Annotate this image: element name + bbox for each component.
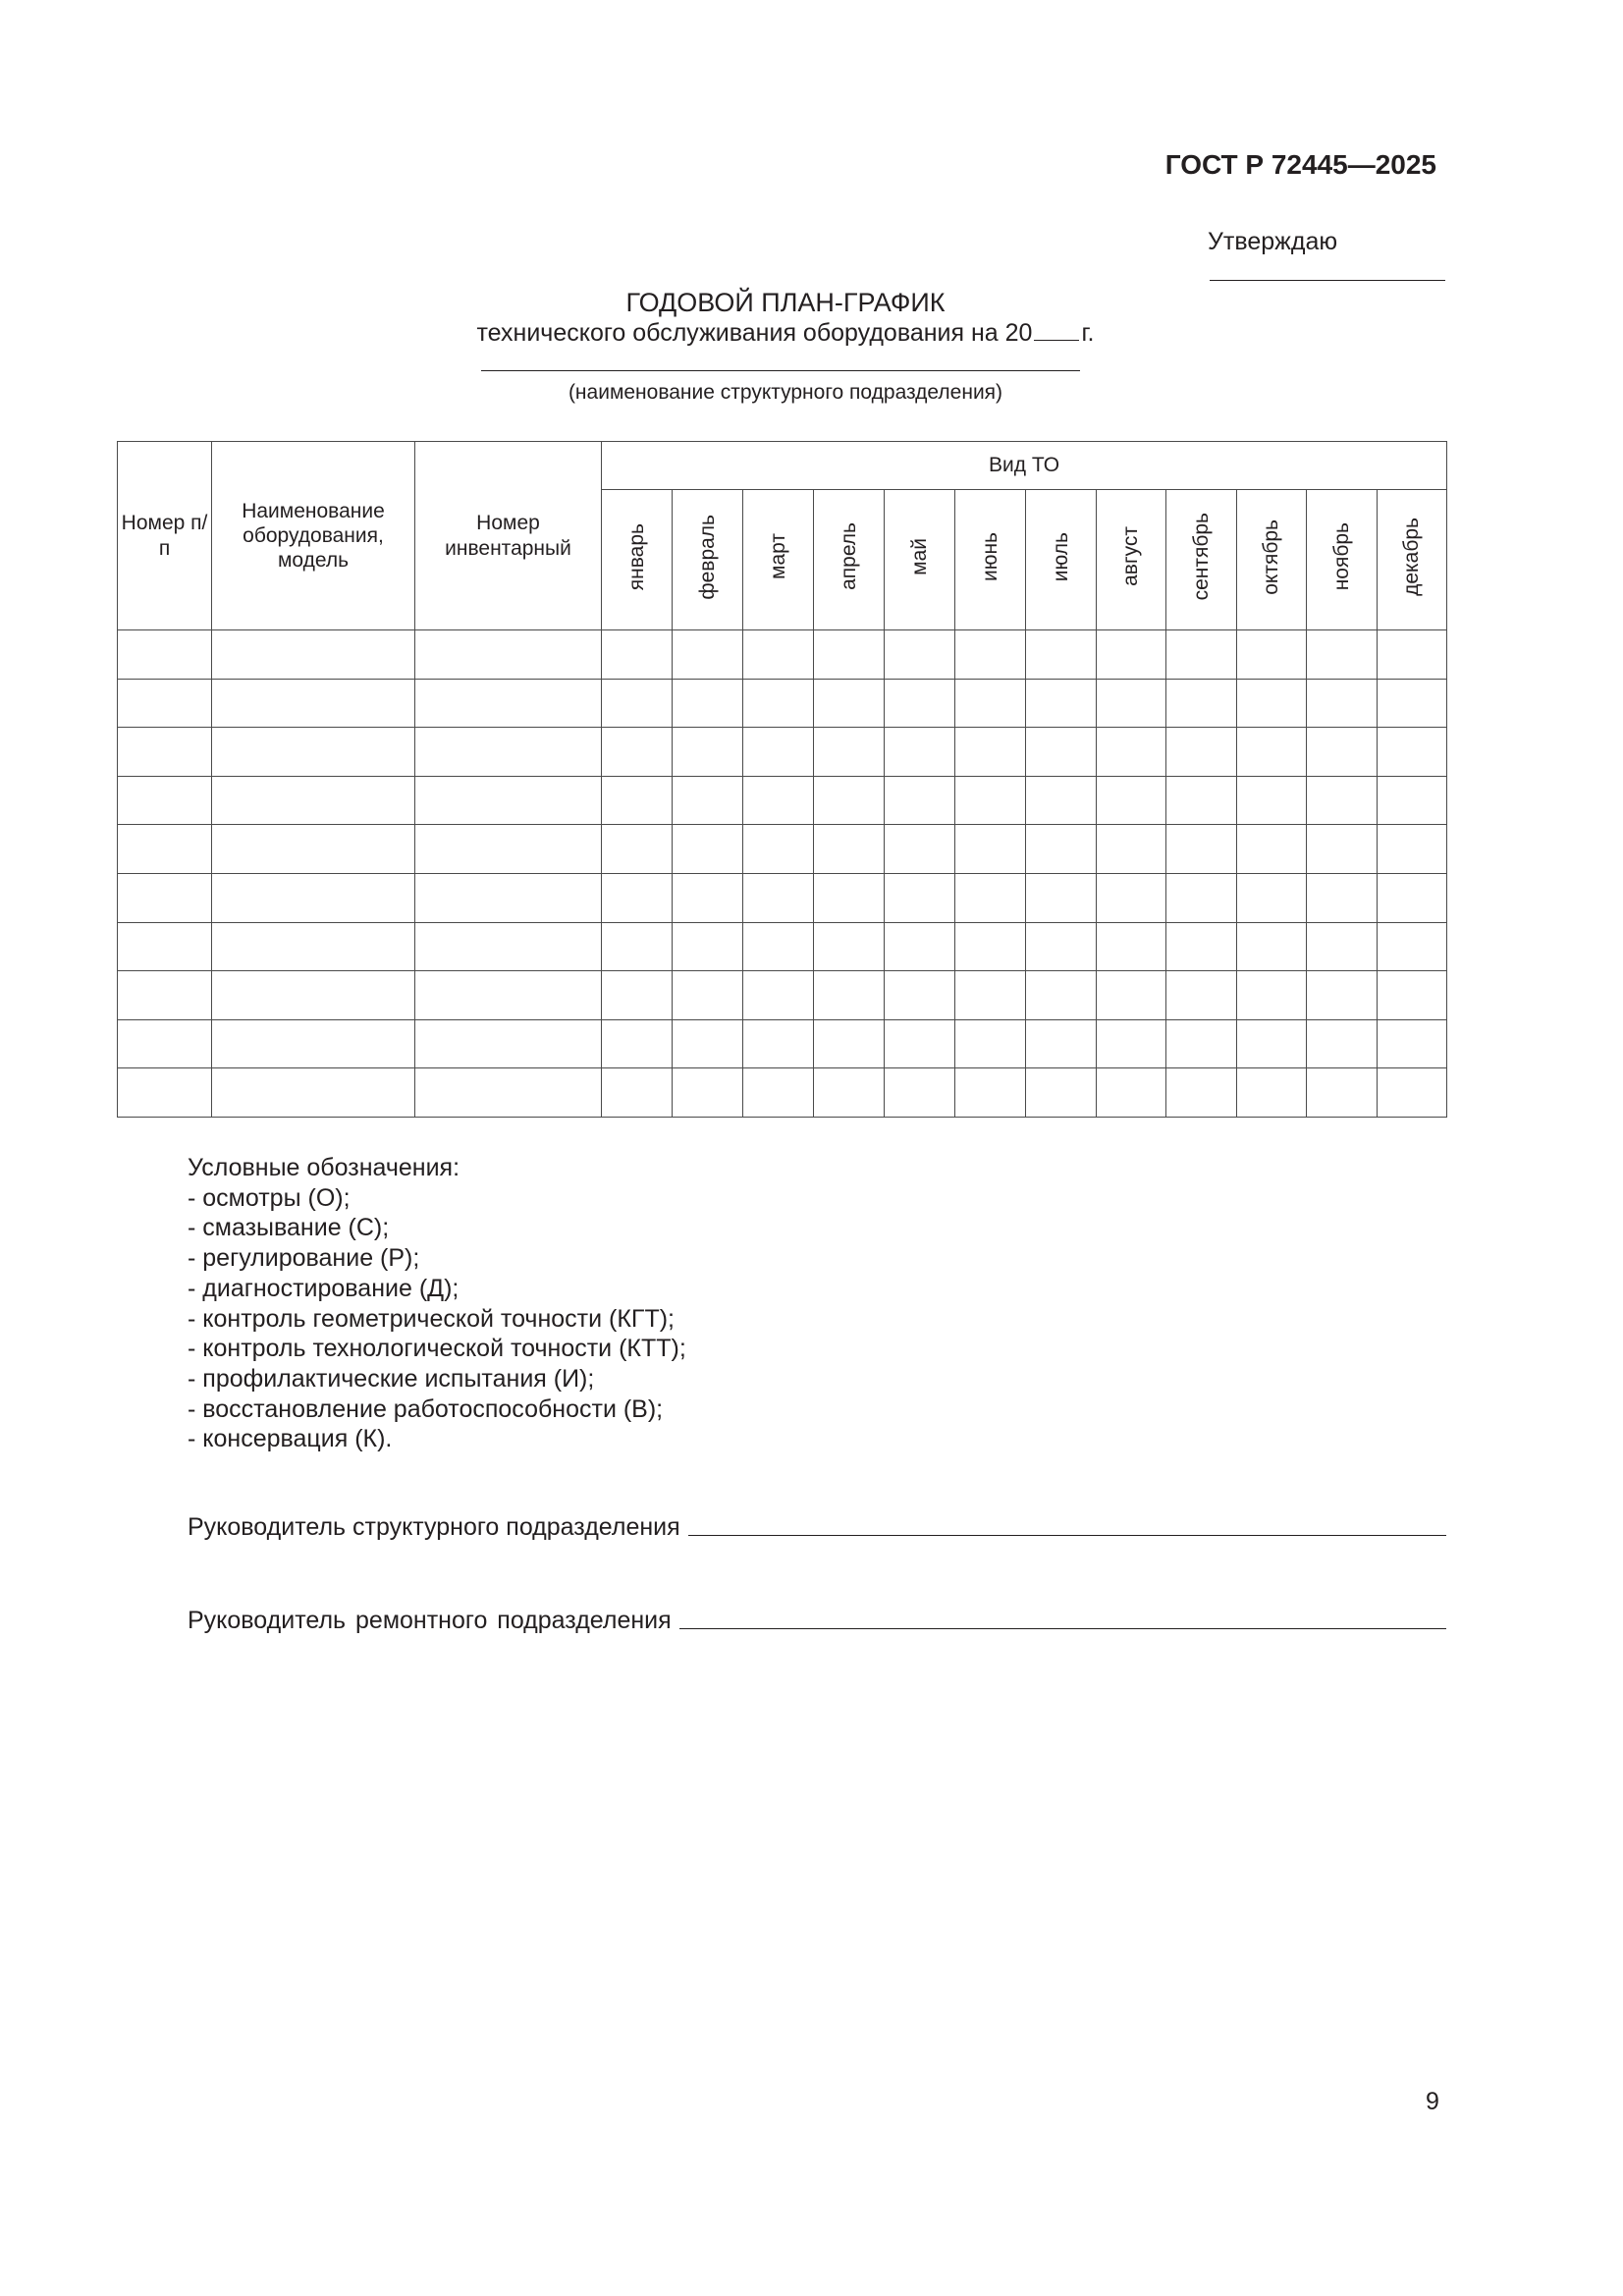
header-month <box>955 490 1026 630</box>
table-row <box>118 630 1447 680</box>
table-cell[interactable] <box>602 1019 673 1068</box>
table-cell[interactable] <box>955 971 1026 1020</box>
legend-title: Условные обозначения: <box>188 1154 460 1181</box>
table-cell[interactable] <box>1026 922 1097 971</box>
table-cell[interactable] <box>955 873 1026 922</box>
table-cell[interactable] <box>212 630 415 680</box>
table-cell[interactable] <box>1307 728 1378 777</box>
signature-repair-head <box>188 1607 1446 1635</box>
table-cell[interactable] <box>415 728 602 777</box>
legend-item: - диагностирование (Д); <box>188 1274 686 1304</box>
table-row <box>118 825 1447 874</box>
table-cell[interactable] <box>118 825 212 874</box>
table-cell[interactable] <box>1378 728 1447 777</box>
table-row <box>118 922 1447 971</box>
table-cell[interactable] <box>118 1019 212 1068</box>
table-cell[interactable] <box>1237 873 1307 922</box>
table-cell[interactable] <box>1378 1019 1447 1068</box>
table-cell[interactable] <box>885 922 955 971</box>
table-cell[interactable] <box>1307 1019 1378 1068</box>
header-month-label: январь <box>624 522 648 590</box>
table-cell[interactable] <box>1307 922 1378 971</box>
header-month-label: апрель <box>837 522 860 591</box>
table-cell[interactable] <box>673 630 743 680</box>
table-cell[interactable] <box>212 728 415 777</box>
document-code: ГОСТ Р 72445—2025 <box>1164 149 1436 180</box>
table-cell[interactable] <box>1378 1068 1447 1118</box>
table-row <box>118 1019 1447 1068</box>
table-cell[interactable] <box>814 630 885 680</box>
table-cell[interactable] <box>743 728 814 777</box>
table-row <box>118 1068 1447 1118</box>
table-cell[interactable] <box>415 630 602 680</box>
table-cell[interactable] <box>814 873 885 922</box>
table-cell[interactable] <box>743 971 814 1020</box>
table-cell[interactable] <box>1307 873 1378 922</box>
table-cell[interactable] <box>212 776 415 825</box>
table-cell[interactable] <box>602 922 673 971</box>
table-cell[interactable] <box>1026 728 1097 777</box>
plan-title: ГОДОВОЙ ПЛАН-ГРАФИК <box>625 288 946 317</box>
table-cell[interactable] <box>1307 825 1378 874</box>
table-cell[interactable] <box>1026 825 1097 874</box>
header-month <box>814 490 885 630</box>
table-cell[interactable] <box>1026 971 1097 1020</box>
table-cell[interactable] <box>1378 922 1447 971</box>
table-cell[interactable] <box>212 873 415 922</box>
table-cell[interactable] <box>1097 1068 1166 1118</box>
header-month <box>1307 490 1378 630</box>
header-month-label: декабрь <box>1400 517 1424 596</box>
table-cell[interactable] <box>1097 1019 1166 1068</box>
table-cell[interactable] <box>118 728 212 777</box>
table-cell[interactable] <box>1237 728 1307 777</box>
table-row <box>118 776 1447 825</box>
table-cell[interactable] <box>1097 728 1166 777</box>
table-cell[interactable] <box>743 679 814 728</box>
table-cell[interactable] <box>814 728 885 777</box>
header-month <box>743 490 814 630</box>
table-cell[interactable] <box>1166 679 1237 728</box>
legend-item: - смазывание (С); <box>188 1213 686 1243</box>
signature-repair-line <box>679 1627 1446 1629</box>
header-month <box>1166 490 1237 630</box>
table-cell[interactable] <box>212 679 415 728</box>
header-month <box>1097 490 1166 630</box>
header-month-label: сентябрь <box>1189 513 1213 601</box>
table-cell[interactable] <box>1166 873 1237 922</box>
table-cell[interactable] <box>885 728 955 777</box>
legend-item: - профилактические испытания (И); <box>188 1364 686 1394</box>
table-cell[interactable] <box>415 1019 602 1068</box>
table-cell[interactable] <box>415 776 602 825</box>
table-cell[interactable] <box>814 825 885 874</box>
table-cell[interactable] <box>1097 922 1166 971</box>
table-cell[interactable] <box>955 679 1026 728</box>
table-cell[interactable] <box>1026 873 1097 922</box>
table-cell[interactable] <box>212 1019 415 1068</box>
header-month <box>673 490 743 630</box>
table-cell[interactable] <box>673 776 743 825</box>
table-cell[interactable] <box>415 873 602 922</box>
table-cell[interactable] <box>118 971 212 1020</box>
table-cell[interactable] <box>673 825 743 874</box>
table-cell[interactable] <box>673 971 743 1020</box>
signature-structural-line <box>688 1534 1446 1536</box>
table-cell[interactable] <box>814 776 885 825</box>
table-cell[interactable] <box>885 971 955 1020</box>
table-cell[interactable] <box>602 825 673 874</box>
table-cell[interactable] <box>1166 825 1237 874</box>
header-inventory-number: Номер инвентарный <box>415 442 602 630</box>
table-cell[interactable] <box>1026 1019 1097 1068</box>
table-cell[interactable] <box>1378 825 1447 874</box>
table-cell[interactable] <box>814 1019 885 1068</box>
approve-label: Утверждаю <box>1208 228 1338 255</box>
year-blank <box>1034 320 1079 341</box>
table-cell[interactable] <box>1166 776 1237 825</box>
plan-table <box>117 441 1447 1118</box>
table-cell[interactable] <box>1237 776 1307 825</box>
table-cell[interactable] <box>743 630 814 680</box>
header-equipment-name: Наименование оборудования, модель <box>212 442 415 630</box>
header-number: Номер п/п <box>118 442 212 630</box>
table-cell[interactable] <box>1166 1068 1237 1118</box>
table-cell[interactable] <box>1237 922 1307 971</box>
table-cell[interactable] <box>602 630 673 680</box>
header-month-label: июнь <box>978 531 1001 581</box>
table-cell[interactable] <box>673 1019 743 1068</box>
header-month-label: июль <box>1049 531 1072 582</box>
legend-list <box>188 1183 686 1454</box>
table-cell[interactable] <box>743 825 814 874</box>
plan-subtitle <box>0 319 1571 348</box>
table-cell[interactable] <box>118 679 212 728</box>
table-row <box>118 728 1447 777</box>
table-cell[interactable] <box>1166 630 1237 680</box>
table-cell[interactable] <box>212 825 415 874</box>
table-cell[interactable] <box>212 922 415 971</box>
table-cell[interactable] <box>955 825 1026 874</box>
table-cell[interactable] <box>415 825 602 874</box>
table-cell[interactable] <box>1237 825 1307 874</box>
header-month-label: август <box>1119 526 1143 587</box>
plan-table-body <box>118 630 1447 1118</box>
table-cell[interactable] <box>1097 776 1166 825</box>
table-cell[interactable] <box>673 873 743 922</box>
table-cell[interactable] <box>814 1068 885 1118</box>
table-cell[interactable] <box>885 679 955 728</box>
table-cell[interactable] <box>415 679 602 728</box>
table-cell[interactable] <box>885 1068 955 1118</box>
table-cell[interactable] <box>1097 679 1166 728</box>
header-month-label: октябрь <box>1260 519 1283 595</box>
table-row <box>118 873 1447 922</box>
table-cell[interactable] <box>955 776 1026 825</box>
table-cell[interactable] <box>1307 971 1378 1020</box>
table-cell[interactable] <box>743 873 814 922</box>
table-cell[interactable] <box>814 679 885 728</box>
table-cell[interactable] <box>885 873 955 922</box>
table-cell[interactable] <box>673 679 743 728</box>
table-cell[interactable] <box>602 873 673 922</box>
header-month-label: февраль <box>695 514 719 600</box>
table-cell[interactable] <box>1097 873 1166 922</box>
table-cell[interactable] <box>1307 776 1378 825</box>
legend-item: - регулирование (Р); <box>188 1243 686 1274</box>
table-cell[interactable] <box>1026 679 1097 728</box>
table-cell[interactable] <box>1166 922 1237 971</box>
header-month <box>602 490 673 630</box>
legend-item: - восстановление работоспособности (В); <box>188 1394 686 1425</box>
header-month <box>885 490 955 630</box>
table-cell[interactable] <box>743 1068 814 1118</box>
approve-signature-line <box>1210 280 1445 281</box>
plan-subtitle-text: технического обслуживания оборудования на 20 <box>476 319 1033 347</box>
table-cell[interactable] <box>743 1019 814 1068</box>
header-month-label: ноябрь <box>1329 522 1353 591</box>
table-cell[interactable] <box>673 1068 743 1118</box>
table-cell[interactable] <box>1237 679 1307 728</box>
legend-item: - осмотры (О); <box>188 1183 686 1214</box>
table-cell[interactable] <box>955 728 1026 777</box>
unit-name-line <box>481 370 1080 371</box>
table-cell[interactable] <box>1097 630 1166 680</box>
table-cell[interactable] <box>118 922 212 971</box>
table-cell[interactable] <box>1378 776 1447 825</box>
table-cell[interactable] <box>673 922 743 971</box>
table-cell[interactable] <box>955 1019 1026 1068</box>
table-cell[interactable] <box>885 630 955 680</box>
table-cell[interactable] <box>602 728 673 777</box>
table-cell[interactable] <box>1307 1068 1378 1118</box>
legend <box>188 1153 686 1454</box>
table-cell[interactable] <box>814 922 885 971</box>
table-cell[interactable] <box>1378 630 1447 680</box>
table-cell[interactable] <box>1026 1068 1097 1118</box>
table-cell[interactable] <box>673 728 743 777</box>
legend-item: - контроль технологической точности (КТТ); <box>188 1334 686 1364</box>
table-cell[interactable] <box>118 776 212 825</box>
table-cell[interactable] <box>1097 971 1166 1020</box>
table-cell[interactable] <box>1026 630 1097 680</box>
table-cell[interactable] <box>885 776 955 825</box>
table-cell[interactable] <box>955 630 1026 680</box>
table-row <box>118 971 1447 1020</box>
signature-structural-label: Руководитель структурного подразделения <box>188 1513 680 1541</box>
table-cell[interactable] <box>955 922 1026 971</box>
table-cell[interactable] <box>1026 776 1097 825</box>
table-cell[interactable] <box>1237 1068 1307 1118</box>
table-cell[interactable] <box>1307 630 1378 680</box>
table-cell[interactable] <box>212 971 415 1020</box>
table-cell[interactable] <box>1378 679 1447 728</box>
table-cell[interactable] <box>1237 971 1307 1020</box>
table-cell[interactable] <box>1097 825 1166 874</box>
header-month-label: март <box>766 533 789 580</box>
table-cell[interactable] <box>1237 1019 1307 1068</box>
header-month <box>1026 490 1097 630</box>
header-month <box>1378 490 1447 630</box>
page-number: 9 <box>1426 2088 1439 2115</box>
table-cell[interactable] <box>118 630 212 680</box>
table-row <box>118 679 1447 728</box>
table-cell[interactable] <box>1166 1019 1237 1068</box>
table-cell[interactable] <box>955 1068 1026 1118</box>
table-cell[interactable] <box>814 971 885 1020</box>
header-maintenance-type: Вид ТО <box>602 442 1447 490</box>
table-cell[interactable] <box>743 776 814 825</box>
table-cell[interactable] <box>118 873 212 922</box>
signature-structural-head <box>188 1513 1446 1542</box>
table-cell[interactable] <box>118 1068 212 1118</box>
table-cell[interactable] <box>602 971 673 1020</box>
table-cell[interactable] <box>1166 971 1237 1020</box>
unit-name-caption: (наименование структурного подразделения) <box>568 381 1003 404</box>
plan-subtitle-year-suffix: г. <box>1081 319 1095 347</box>
table-cell[interactable] <box>885 1019 955 1068</box>
signature-repair-label: Руководитель ремонтного подразделения <box>188 1607 672 1634</box>
table-cell[interactable] <box>1237 630 1307 680</box>
header-month-label: май <box>907 537 931 575</box>
legend-item: - контроль геометрической точности (КГТ); <box>188 1304 686 1335</box>
table-cell[interactable] <box>212 1068 415 1118</box>
table-cell[interactable] <box>1166 728 1237 777</box>
table-cell[interactable] <box>602 776 673 825</box>
table-cell[interactable] <box>1378 971 1447 1020</box>
table-cell[interactable] <box>415 971 602 1020</box>
table-cell[interactable] <box>1307 679 1378 728</box>
legend-item: - консервация (К). <box>188 1424 686 1454</box>
table-cell[interactable] <box>602 679 673 728</box>
header-month <box>1237 490 1307 630</box>
table-cell[interactable] <box>415 922 602 971</box>
table-cell[interactable] <box>602 1068 673 1118</box>
table-cell[interactable] <box>885 825 955 874</box>
table-cell[interactable] <box>415 1068 602 1118</box>
table-cell[interactable] <box>743 922 814 971</box>
table-cell[interactable] <box>1378 873 1447 922</box>
